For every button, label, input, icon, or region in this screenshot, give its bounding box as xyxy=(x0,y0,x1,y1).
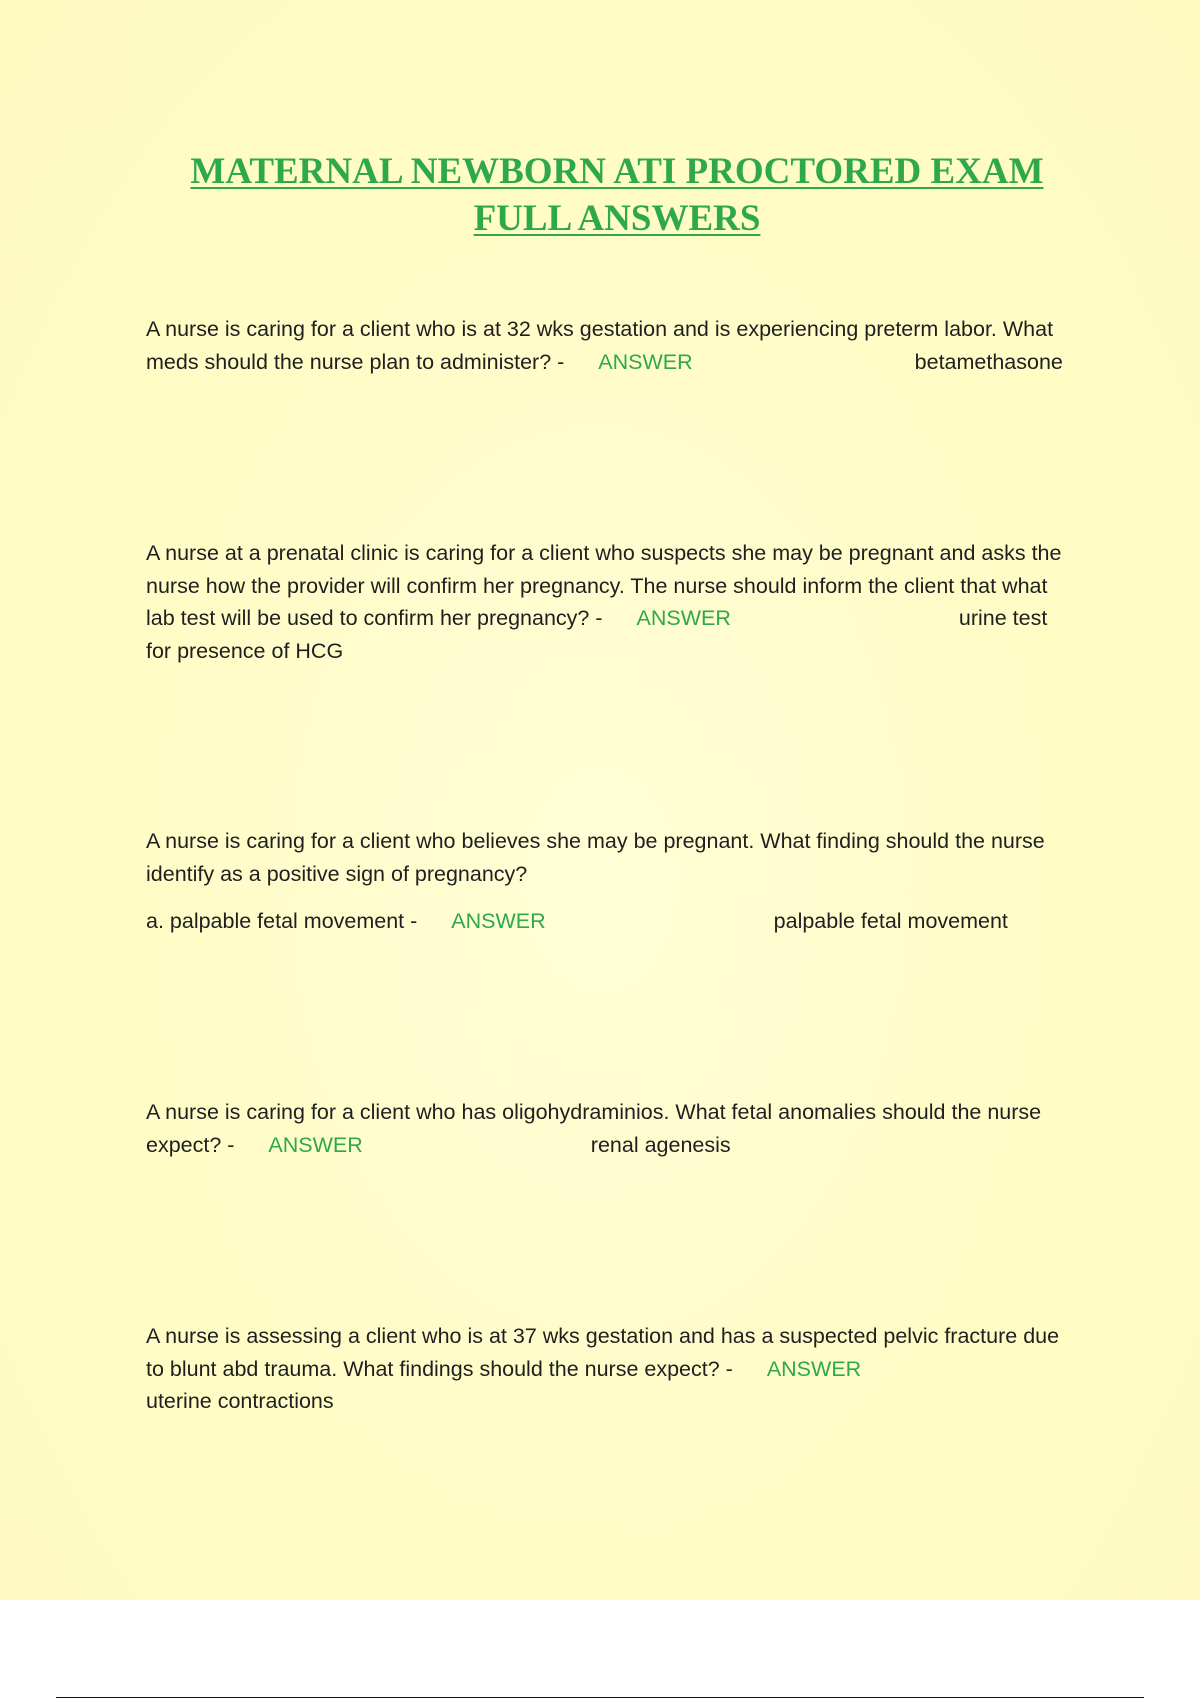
answer-label: ANSWER xyxy=(598,349,693,374)
question-text: A nurse is caring for a client who believes she may be pregnant. What finding should the nurse identify as a positive sign of pregnancy? xyxy=(146,829,1045,886)
question-text: A nurse is caring for a client who is at 32 wks gestation and is experiencing preterm labor. What meds should the nurse plan to administer? - xyxy=(146,317,1054,374)
answer-label: ANSWER xyxy=(766,1356,862,1381)
title-line-2: FULL ANSWERS xyxy=(473,198,761,239)
answer-label: ANSWER xyxy=(636,606,731,630)
qa-item-3 xyxy=(146,825,1076,938)
option-text: a. palpable fetal movement - xyxy=(146,909,418,933)
question-text: A nurse is caring for a client who has oligohydraminios. What fetal anomalies should the nurse expect? - xyxy=(146,1100,1042,1157)
document-title xyxy=(110,148,1124,242)
question-text: A nurse is assessing a client who is at 37 wks gestation and has a suspected pelvic fracture due to blunt abd trauma. What findings should the nurse expect? - xyxy=(146,1324,1060,1381)
answer-text: renal agenesis xyxy=(590,1132,731,1157)
qa-item-4 xyxy=(146,1096,1076,1161)
answer-text: betamethasone xyxy=(914,349,1063,374)
qa-item-2 xyxy=(146,537,1076,667)
qa-item-1 xyxy=(146,313,1076,378)
answer-label: ANSWER xyxy=(451,909,546,933)
title-line-1: MATERNAL NEWBORN ATI PROCTORED EXAM xyxy=(190,151,1044,192)
answer-text: urine test for presence of HCG xyxy=(146,606,1048,663)
answer-label: ANSWER xyxy=(268,1132,363,1157)
qa-item-5 xyxy=(146,1320,1076,1418)
question-text: A nurse at a prenatal clinic is caring for a client who suspects she may be pregnant and asks the nurse how the provider will confirm her pregnancy. The nurse should inform the client that what lab test will be used to confirm her pregnancy? - xyxy=(146,541,1062,630)
answer-text: palpable fetal movement xyxy=(773,909,1008,933)
page-footer-rule xyxy=(56,1697,1144,1698)
answer-text: uterine contractions xyxy=(146,1389,334,1413)
